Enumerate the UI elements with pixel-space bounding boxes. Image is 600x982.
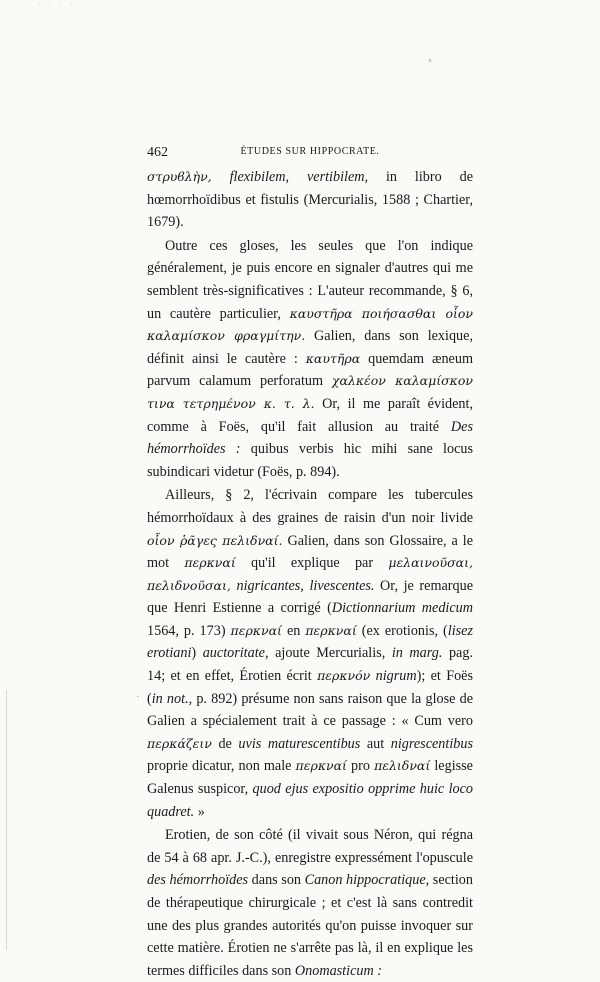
italic-text: nigrum — [375, 668, 417, 685]
italic-text: Onomasticum : — [294, 962, 382, 979]
italic-text: Canon hippocratique — [304, 872, 426, 889]
text-run: pag. 14; et en effet, Érotien écrit — [147, 645, 473, 685]
text-run: Erotien, de son côté (il vivait sous Néron, qui régna de 54 à 68 apr. J.-C.), enregistre expressément l'opuscule — [147, 827, 473, 866]
greek-term: περκάζειν — [147, 735, 212, 751]
text-run: Or, je remarque que Henri Estienne a corrigé ( — [147, 577, 473, 617]
top-edge-dots: · · · · — [38, 0, 76, 9]
text-run: dans son — [248, 872, 305, 889]
greek-term: οἷον ῥᾶγες πελιδναί. — [147, 532, 283, 548]
text-run: de — [211, 735, 239, 752]
text-run: , section de thérapeutique chirurgicale ; et c'est là sans contredit une des plus grandes autorités qu'on puisse invoquer sur cette matière. Érotien ne s'arrête pas là, il en explique les termes difficiles dans son — [147, 872, 473, 979]
greek-term: πελιδναί — [374, 758, 431, 774]
greek-term: περκναί — [295, 758, 347, 774]
text-run: , ajoute Mercurialis, — [264, 645, 392, 662]
italic-text: des hémorrhoïdes — [147, 872, 249, 889]
paragraph — [147, 235, 473, 484]
italic-text: flexibilem, vertibilem, — [229, 169, 369, 185]
text-run: ); et Foës ( — [147, 668, 474, 707]
italic-text: in marg. — [391, 645, 443, 662]
greek-term: περκνόν — [317, 668, 371, 684]
text-run: proprie dicatur, non male — [147, 758, 296, 775]
greek-term: περκναί — [305, 622, 357, 638]
text-run: 1564, p. 173) — [147, 622, 231, 639]
paragraph — [147, 824, 473, 982]
paragraph — [147, 166, 473, 234]
text-run: aut — [360, 735, 391, 752]
greek-term: χαλκέον καλαμίσκον τινα τετρημένον κ. τ. λ. — [147, 373, 473, 411]
greek-term: καυστῆρα ποιήσασθαι οἷον καλαμίσκον φραγμίτην. — [147, 305, 473, 344]
paragraph — [147, 484, 473, 823]
text-run — [212, 169, 230, 185]
greek-term: περκναί — [230, 622, 282, 638]
page-edge-mark — [6, 690, 7, 950]
italic-text: auctoritate — [202, 645, 265, 662]
italic-text: Dictionnarium medicum — [331, 600, 473, 617]
italic-text: nigrescentibus — [390, 735, 473, 752]
greek-term: περκναί — [184, 555, 236, 571]
text-run: , p. 892) présume non sans raison que la glose de Galien a spécialement trait à ce passage : « Cum vero — [147, 690, 473, 730]
text-run: quibus verbis hic mihi sane locus subindicari videtur (Foës, p. 894). — [147, 441, 473, 480]
greek-term: μελαινοῦσαι, πελιδνοῦσαι, — [147, 555, 473, 593]
text-run: in libro de hœmorrhoïdibus et fistulis (Mercurialis, 1588 ; Chartier, 1679). — [147, 169, 473, 231]
text-run: (ex erotionis, ( — [356, 622, 448, 639]
body-text — [147, 166, 473, 982]
text-run: » — [194, 803, 205, 820]
text-run: Galien, dans son lexique, définit ainsi le cautère : — [147, 328, 473, 367]
italic-text: nigricantes, livescentes. — [236, 577, 375, 594]
italic-text: in not. — [151, 690, 189, 707]
text-run: quemdam æneum parvum calamum perforatum — [147, 350, 473, 390]
greek-term: καυτῆρα — [305, 350, 361, 366]
text-run: en — [281, 622, 306, 639]
text-run: qu'il explique par — [235, 555, 389, 572]
italic-text: Des hémorrhoïdes : — [147, 418, 473, 458]
text-run: Ailleurs, § 2, l'écrivain compare les tubercules hémorrhoïdaux à des graines de raisin d'un noir livide — [147, 487, 473, 526]
text-run: ) — [191, 645, 203, 662]
text-run: Or, il me paraît évident, comme à Foës, qu'il fait allusion au traité — [147, 395, 473, 435]
page-number: 462 — [147, 145, 168, 160]
text-run: pro — [346, 758, 375, 775]
running-title: ÉTUDES SUR HIPPOCRATE. — [240, 146, 380, 157]
italic-text: lisez erotiani — [147, 622, 473, 662]
print-speck: · — [136, 692, 140, 703]
text-run: Outre ces gloses, les seules que l'on indique généralement, je puis encore en signaler d'autres qui me semblent très-significatives : L'auteur recommande, § 6, un cautère particulier, — [147, 237, 473, 322]
italic-text: quod ejus expositio opprime huic loco quadret. — [147, 781, 473, 820]
print-speck: ˟ — [428, 58, 432, 69]
page-header — [147, 145, 473, 163]
italic-text: uvis maturescentibus — [238, 735, 361, 752]
greek-term: στρυϐλὴν, — [147, 169, 212, 184]
text-run: legisse Galenus suspicor, — [147, 758, 473, 798]
text-run: Galien, dans son Glossaire, a le mot — [147, 532, 473, 572]
